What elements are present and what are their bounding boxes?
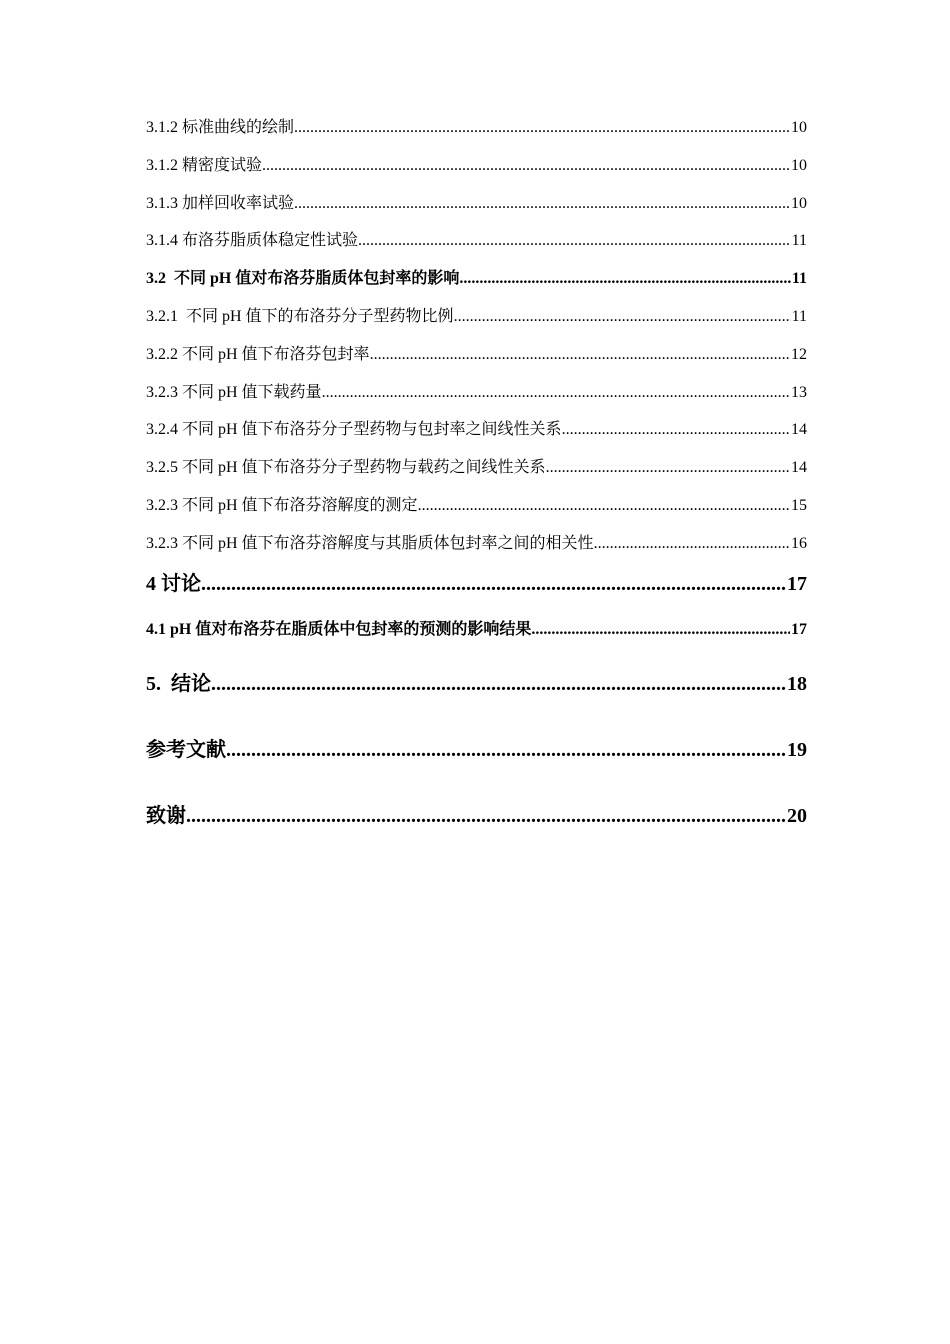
toc-entry-title: 3.1.4 布洛芬脂质体稳定性试验: [146, 232, 359, 250]
toc-page-number: 11: [791, 307, 807, 325]
toc-entry-3-2-2-encapsulation[interactable]: [146, 343, 807, 381]
toc-entry-title: 致谢: [146, 804, 186, 827]
toc-entry-title: 5. 结论: [146, 672, 211, 695]
toc-dot-leader: [226, 736, 786, 764]
toc-entry-title: 3.2 不同 pH 值对布洛芬脂质体包封率的影响: [146, 270, 460, 288]
toc-entry-4-discussion[interactable]: [146, 570, 807, 618]
toc-entry-3-2-1-molecular-ratio[interactable]: [146, 305, 807, 343]
toc-page-number: 12: [791, 345, 807, 363]
toc-dot-leader: [546, 456, 790, 480]
toc-dot-leader: [418, 494, 790, 518]
toc-entry-3-2-3-solubility[interactable]: [146, 494, 807, 532]
toc-dot-leader: [294, 116, 790, 140]
toc-entry-title: 3.2.3 不同 pH 值下布洛芬溶解度的测定: [146, 496, 418, 514]
toc-page-number: 11: [791, 232, 807, 250]
toc-dot-leader: [358, 229, 791, 253]
toc-entry-3-1-4-stability[interactable]: [146, 229, 807, 267]
toc-entry-title: 参考文献: [146, 738, 226, 761]
toc-entry-references[interactable]: [146, 736, 807, 802]
toc-page-number: 10: [791, 194, 807, 212]
toc-dot-leader: [322, 381, 790, 405]
toc-dot-leader: [562, 418, 790, 442]
toc-page-number: 17: [787, 572, 807, 595]
toc-entry-acknowledgements[interactable]: [146, 802, 807, 842]
toc-entry-title: 3.1.3 加样回收率试验: [146, 194, 295, 212]
toc-dot-leader: [594, 532, 790, 556]
toc-entry-title: 4 讨论: [146, 572, 201, 595]
toc-page-number: 15: [791, 496, 807, 514]
toc-entry-3-1-2-precision[interactable]: [146, 154, 807, 192]
toc-entry-title: 3.1.2 标准曲线的绘制: [146, 119, 295, 136]
toc-dot-leader: [531, 618, 790, 642]
toc-page-number: 10: [791, 119, 807, 136]
toc-entry-title: 3.2.3 不同 pH 值下载药量: [146, 383, 322, 401]
toc-entry-title: 3.2.5 不同 pH 值下布洛芬分子型药物与载药之间线性关系: [146, 459, 546, 477]
toc-page-number: 16: [791, 534, 807, 552]
toc-entry-3-2-5-linear-loading[interactable]: [146, 456, 807, 494]
toc-entry-3-2-4-linear-encapsulation[interactable]: [146, 418, 807, 456]
toc-dot-leader: [201, 570, 786, 598]
toc-entry-3-2-3-correlation[interactable]: [146, 532, 807, 570]
toc-dot-leader: [454, 305, 791, 329]
toc-dot-leader: [294, 192, 790, 216]
toc-page-number: 20: [787, 804, 807, 827]
toc-page-number: 14: [791, 421, 807, 439]
toc-entry-title: 4.1 pH 值对布洛芬在脂质体中包封率的预测的影响结果: [146, 620, 532, 638]
toc-entry-4-1-ph-effect-result[interactable]: [146, 618, 807, 670]
toc-entry-title: 3.2.4 不同 pH 值下布洛芬分子型药物与包封率之间线性关系: [146, 421, 562, 439]
toc-dot-leader: [211, 670, 786, 698]
toc-entry-3-1-2-standard-curve[interactable]: [146, 116, 807, 154]
toc-entry-3-2-3-drug-loading[interactable]: [146, 381, 807, 419]
toc-entry-3-2-ph-effect[interactable]: [146, 267, 807, 305]
toc-dot-leader: [186, 802, 786, 830]
toc-entry-title: 3.1.2 精密度试验: [146, 156, 263, 174]
toc-entry-3-1-3-recovery[interactable]: [146, 192, 807, 230]
toc-dot-leader: [262, 154, 790, 178]
toc-page-number: 13: [791, 383, 807, 401]
toc-entry-title: 3.2.3 不同 pH 值下布洛芬溶解度与其脂质体包封率之间的相关性: [146, 534, 594, 552]
toc-entry-title: 3.2.1 不同 pH 值下的布洛芬分子型药物比例: [146, 307, 454, 325]
toc-entry-title: 3.2.2 不同 pH 值下布洛芬包封率: [146, 345, 370, 363]
toc-entry-5-conclusion[interactable]: [146, 670, 807, 736]
toc-dot-leader: [459, 267, 791, 291]
toc-page-number: 10: [791, 156, 807, 174]
toc-page-number: 19: [787, 738, 807, 761]
toc-dot-leader: [370, 343, 790, 367]
toc-page-number: 11: [791, 270, 807, 288]
table-of-contents: [146, 116, 807, 842]
toc-page-number: 18: [787, 672, 807, 695]
toc-page-number: 14: [791, 459, 807, 477]
toc-page-number: 17: [791, 620, 807, 638]
